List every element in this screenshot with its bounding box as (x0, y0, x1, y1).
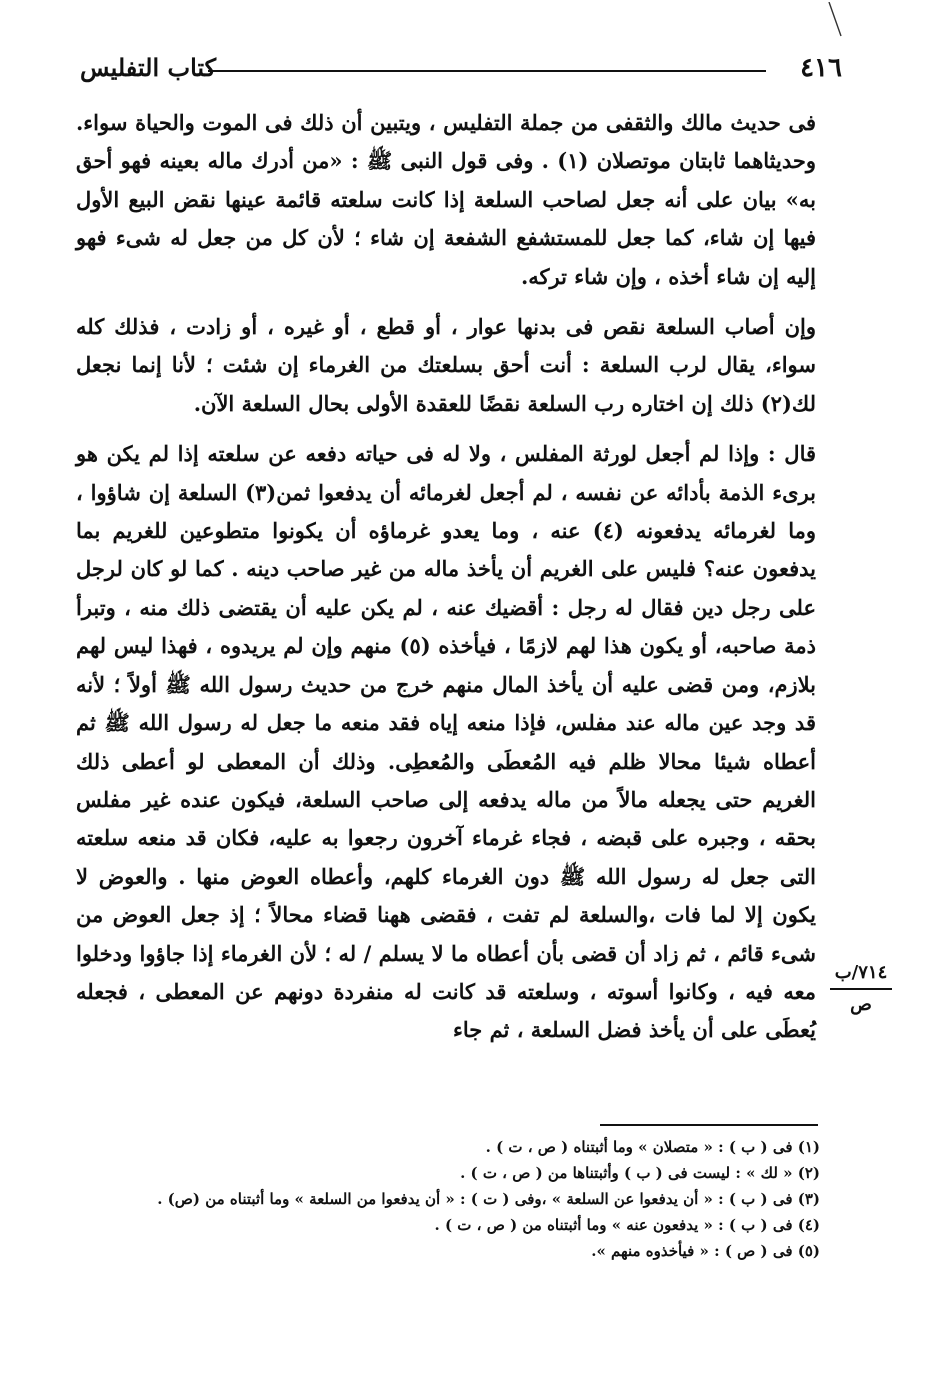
footnote-4: (٤) فى ( ب ) : « يدفعون عنه » وما أثبتناه من ( ص ، ت ) . (434, 1216, 820, 1234)
page-header (80, 48, 842, 92)
main-text (76, 104, 816, 1062)
book-title: كتاب التفليس (80, 53, 217, 82)
qal-label: قال : (767, 441, 817, 467)
scan-corner-mark (827, 2, 843, 38)
page-number: ٤١٦ (800, 53, 842, 83)
footnote-5: (٥) فى ( ص ) : « فيأخذوه منهم ». (591, 1242, 820, 1260)
footnote-1: (١) فى ( ب ) : « متصلان » وما أثبتناه ( ص ، ت ) . (485, 1138, 820, 1156)
paragraph-2: وإن أصاب السلعة نقص فى بدنها عوار ، أو قطع ، أو غيره ، أو زادت ، فذلك كله سواء، يقال لرب السلعة : أنت أحق بسلعتك من الغرماء إن شئت ؛ لأنا إنما نجعل لك(٢) ذلك إن اختاره رب السلعة نقضًا للعقدة الأولى بحال السلعة الآن. (76, 314, 816, 416)
manuscript-source: ص (850, 994, 872, 1015)
paragraph-1: فى حديث مالك والثقفى من جملة التفليس ، ويتبين أن ذلك فى الموت والحياة سواء. وحديثاهما ثابتان موتصلان (١) . وفى قول النبى ﷺ : «من أدرك ماله بعينه فهو أحق به» بيان على أنه جعل لصاحب السلعة إذا كانت سلعته قائمة عينها نقض البيع الأول فيها إن شاء، كما جعل للمستشفع الشفعة إن شاء ؛ لأن كل من جعل له شىء فهو إليه إن شاء أخذه ، وإن شاء تركه. (76, 110, 816, 289)
folio-reference: ٧١٤/ب (834, 962, 888, 983)
margin-rule (830, 988, 892, 990)
margin-folio-note (826, 960, 896, 1018)
footnotes (60, 1134, 820, 1264)
footnote-2: (٢) « لك » : ليست فى ( ب ) وأثبتناها من ( ص ، ت ) . (460, 1164, 820, 1182)
header-rule (208, 70, 766, 72)
footnote-separator (600, 1124, 818, 1126)
paragraph-3 (76, 435, 816, 1050)
footnote-3: (٣) فى ( ب ) : « أن يدفعوا عن السلعة » ،وفى ( ت ) : « أن يدفعوا من السلعة » وما أثبتناه من (ص) . (157, 1190, 820, 1208)
paragraph-3-text: وإذا لم أجعل لورثة المفلس ، ولا له فى حياته دفعه عن سلعته إذا لم يكن هو برىء الذمة بأدائه عن نفسه ، لم أجعل لغرمائه أن يدفعوا ثمن(٣) السلعة إن شاؤوا ، وما لغرمائه يدفعونه (٤) عنه ، وما يعدو غرماؤه أن يكونوا متطوعين للغريم بما يدفعون عنه؟ فليس على الغريم أن يأخذ ماله من غير صاحب دينه . كما لو كان لرجل على رجل دين فقال له رجل : أقضيك عنه ، لم يكن عليه أن يقتضى ذلك منه ، وتبرأ ذمة صاحبه، أو يكون هذا لهم لازمًا ، فيأخذه (٥) منهم وإن لم يريدوه ، فهذا ليس لهم بلازم، ومن قضى عليه أن يأخذ المال منهم خرج من حديث رسول الله ﷺ أولاً ؛ لأنه قد وجد عين ماله عند مفلس، فإذا منعه إياه فقد منعه ما جعل له رسول الله ﷺ ثم أعطاه شيئا محالا ظلم فيه المُعطَى والمُعطِى. وذلك أن المعطى لو أعطى ذلك الغريم حتى يجعله مالاً من ماله يدفعه إلى صاحب السلعة، فيكون عنده غير مفلس بحقه ، وجبره على قبضه ، فجاء غرماء آخرون رجعوا به عليه، فكان قد منعه سلعته التى جعل له رسول الله ﷺ دون الغرماء كلهم، وأعطاه العوض منها . والعوض لا يكون إلا لما فات ،والسلعة لم تفت ، فقضى ههنا قضاء محالاً ؛ إذ جعل العوض من شىء قائم ، ثم زاد أن قضى بأن أعطاه ما لا يسلم / له ؛ لأن الغرماء إذا جاؤوا ودخلوا معه فيه ، وكانوا أسوته ، وسلعته قد كانت له منفردة دونهم عن المعطى ، فجعله يُعطَى على أن يأخذ فضل السلعة ، ثم جاء (76, 441, 816, 1043)
